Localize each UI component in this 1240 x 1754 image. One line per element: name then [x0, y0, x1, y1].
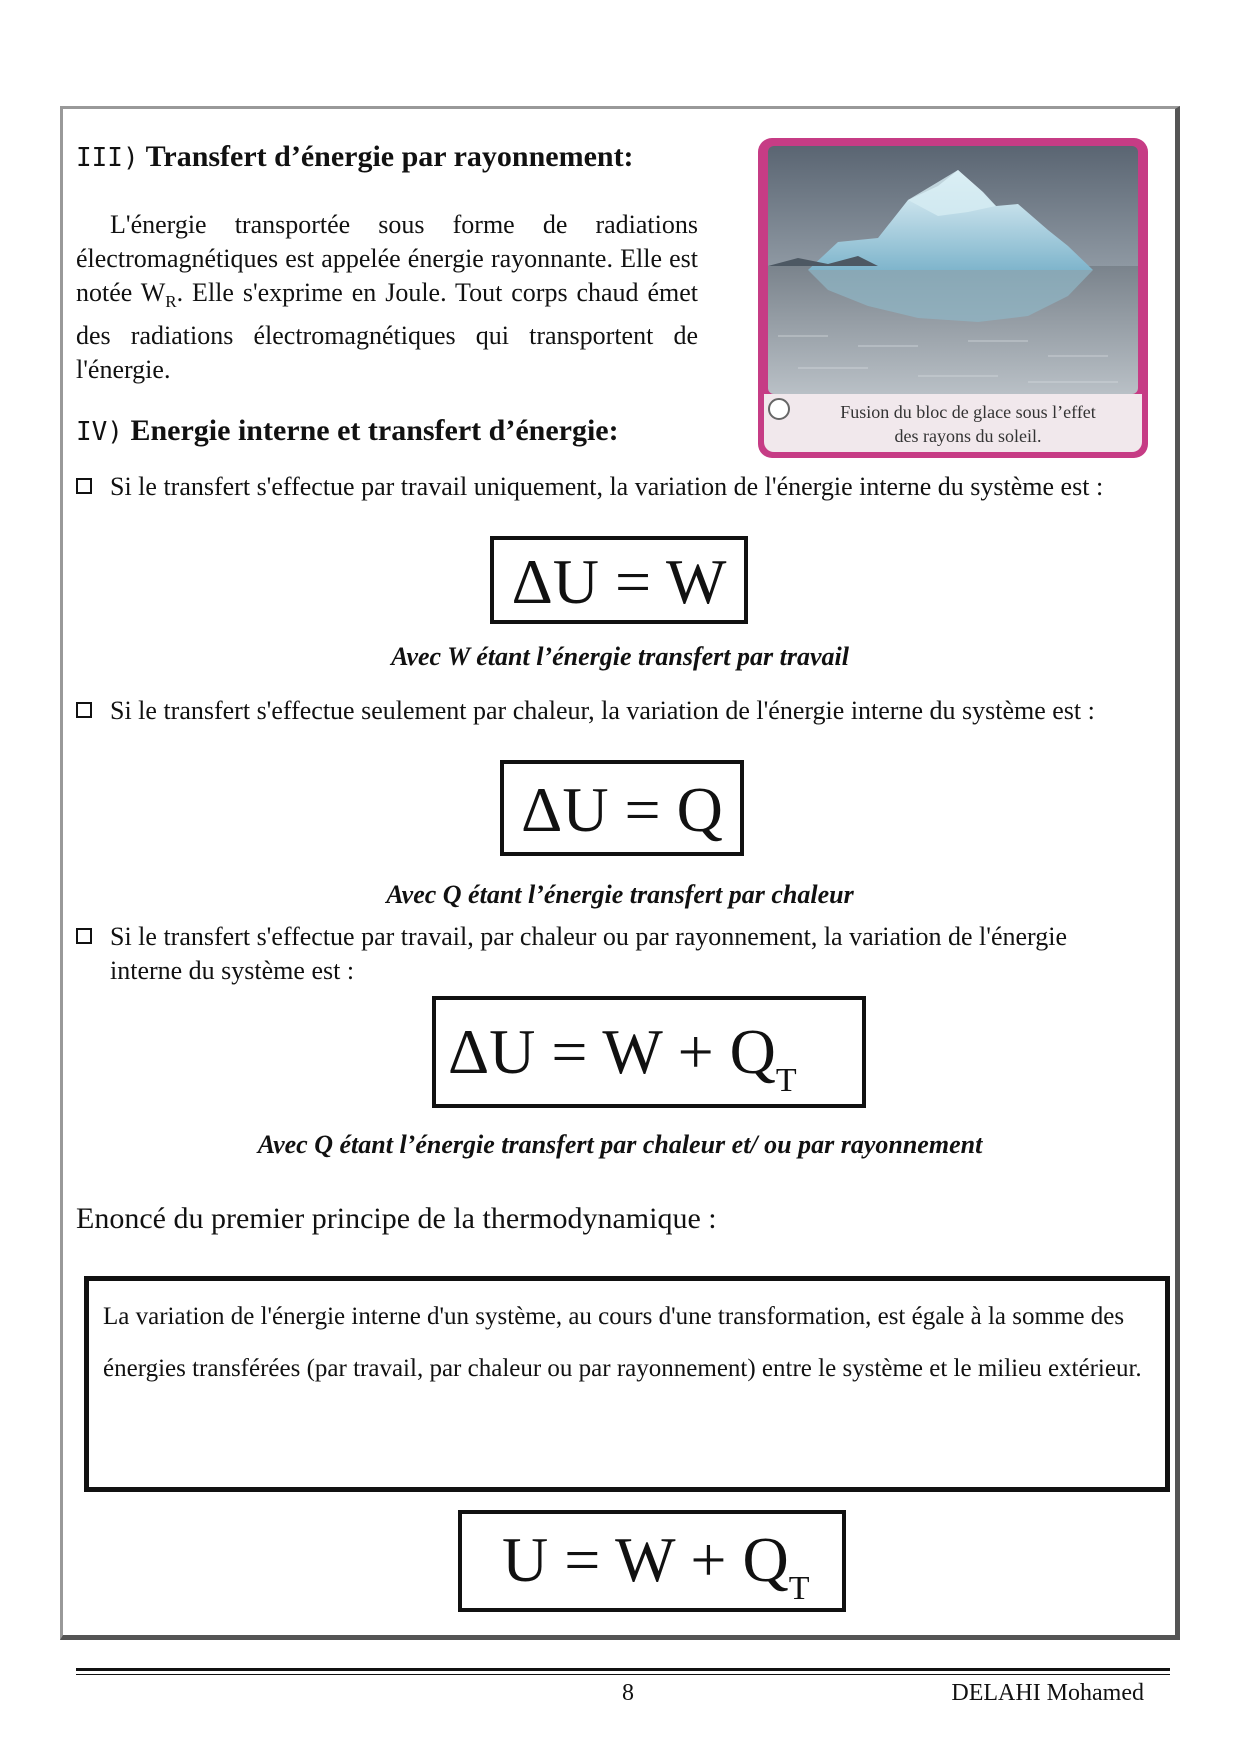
principle-box — [84, 1276, 1170, 1492]
final-equation-subscript: T — [788, 1570, 810, 1607]
final-equation — [458, 1510, 846, 1612]
author-name: DELAHI Mohamed — [951, 1680, 1144, 1706]
case-2-bullet — [76, 694, 1116, 728]
section-3-number: III) — [76, 143, 139, 173]
photo-image — [768, 146, 1138, 394]
case-3-caption: Avec Q étant l’énergie transfert par chaleur et/ ou par rayonnement — [257, 1130, 983, 1159]
paragraph-subscript: R — [165, 292, 177, 312]
equation-delta-u-w — [490, 536, 748, 624]
paragraph-part-2: . Elle s'exprime en Joule. Tout corps chaud émet des radiations électromagnétiques qui transportent de l'énergie. — [76, 278, 698, 385]
equation-delta-u-q — [500, 760, 744, 856]
photo-caption-line-1: Fusion du bloc de glace sous l’effet — [840, 402, 1096, 422]
case-1-text: Si le transfert s'effectue par travail uniquement, la variation de l'énergie interne du système est : — [110, 472, 1104, 501]
ice-block-photo — [758, 138, 1148, 458]
footer-rule — [76, 1668, 1170, 1671]
equation-3-subscript: T — [775, 1062, 797, 1099]
circle-icon — [768, 398, 790, 420]
case-2-caption: Avec Q étant l’énergie transfert par chaleur — [386, 880, 854, 909]
checkbox-icon — [76, 702, 92, 718]
principle-statement: La variation de l'énergie interne d'un système, au cours d'une transformation, est égale à la somme des énergies transférées (par travail, par chaleur ou par rayonnement) entre le système et le milieu extérieur. — [103, 1303, 1142, 1382]
checkbox-icon — [76, 928, 92, 944]
checkbox-icon — [76, 478, 92, 494]
section-3-paragraph — [76, 208, 698, 387]
case-1-bullet — [76, 470, 1116, 504]
footer-rule-thin — [76, 1674, 1170, 1675]
section-4-title: Energie interne et transfert d’énergie: — [130, 414, 619, 447]
equation-delta-u-w-qt — [432, 996, 866, 1108]
section-3-heading — [76, 140, 634, 174]
section-3-title: Transfert d’énergie par rayonnement: — [145, 140, 634, 173]
page-number: 8 — [622, 1680, 634, 1706]
final-equation-main: U = W + Q — [502, 1524, 789, 1595]
enonce-title: Enoncé du premier principe de la thermodynamique : — [76, 1202, 717, 1235]
photo-caption — [804, 400, 1132, 448]
case-2-text: Si le transfert s'effectue seulement par chaleur, la variation de l'énergie interne du système est : — [110, 696, 1095, 725]
case-3-bullet — [76, 920, 1116, 988]
section-4-heading — [76, 414, 619, 448]
equation-3-main: ΔU = W + Q — [448, 1016, 776, 1087]
equation-2-text: ΔU = Q — [521, 774, 723, 845]
case-3-text: Si le transfert s'effectue par travail, par chaleur ou par rayonnement, la variation de l'énergie interne du système est : — [110, 922, 1067, 985]
case-1-caption: Avec W étant l’énergie transfert par travail — [391, 642, 849, 671]
paragraph-part-1: L'énergie transportée sous forme de radiations électromagnétiques est appelée énergie rayonnante. Elle est notée W — [76, 210, 698, 307]
section-4-number: IV) — [76, 417, 123, 447]
equation-1-text: ΔU = W — [511, 546, 727, 617]
iceberg-illustration — [768, 146, 1138, 394]
photo-caption-area — [764, 394, 1142, 452]
photo-caption-line-2: des rayons du soleil. — [894, 426, 1042, 446]
